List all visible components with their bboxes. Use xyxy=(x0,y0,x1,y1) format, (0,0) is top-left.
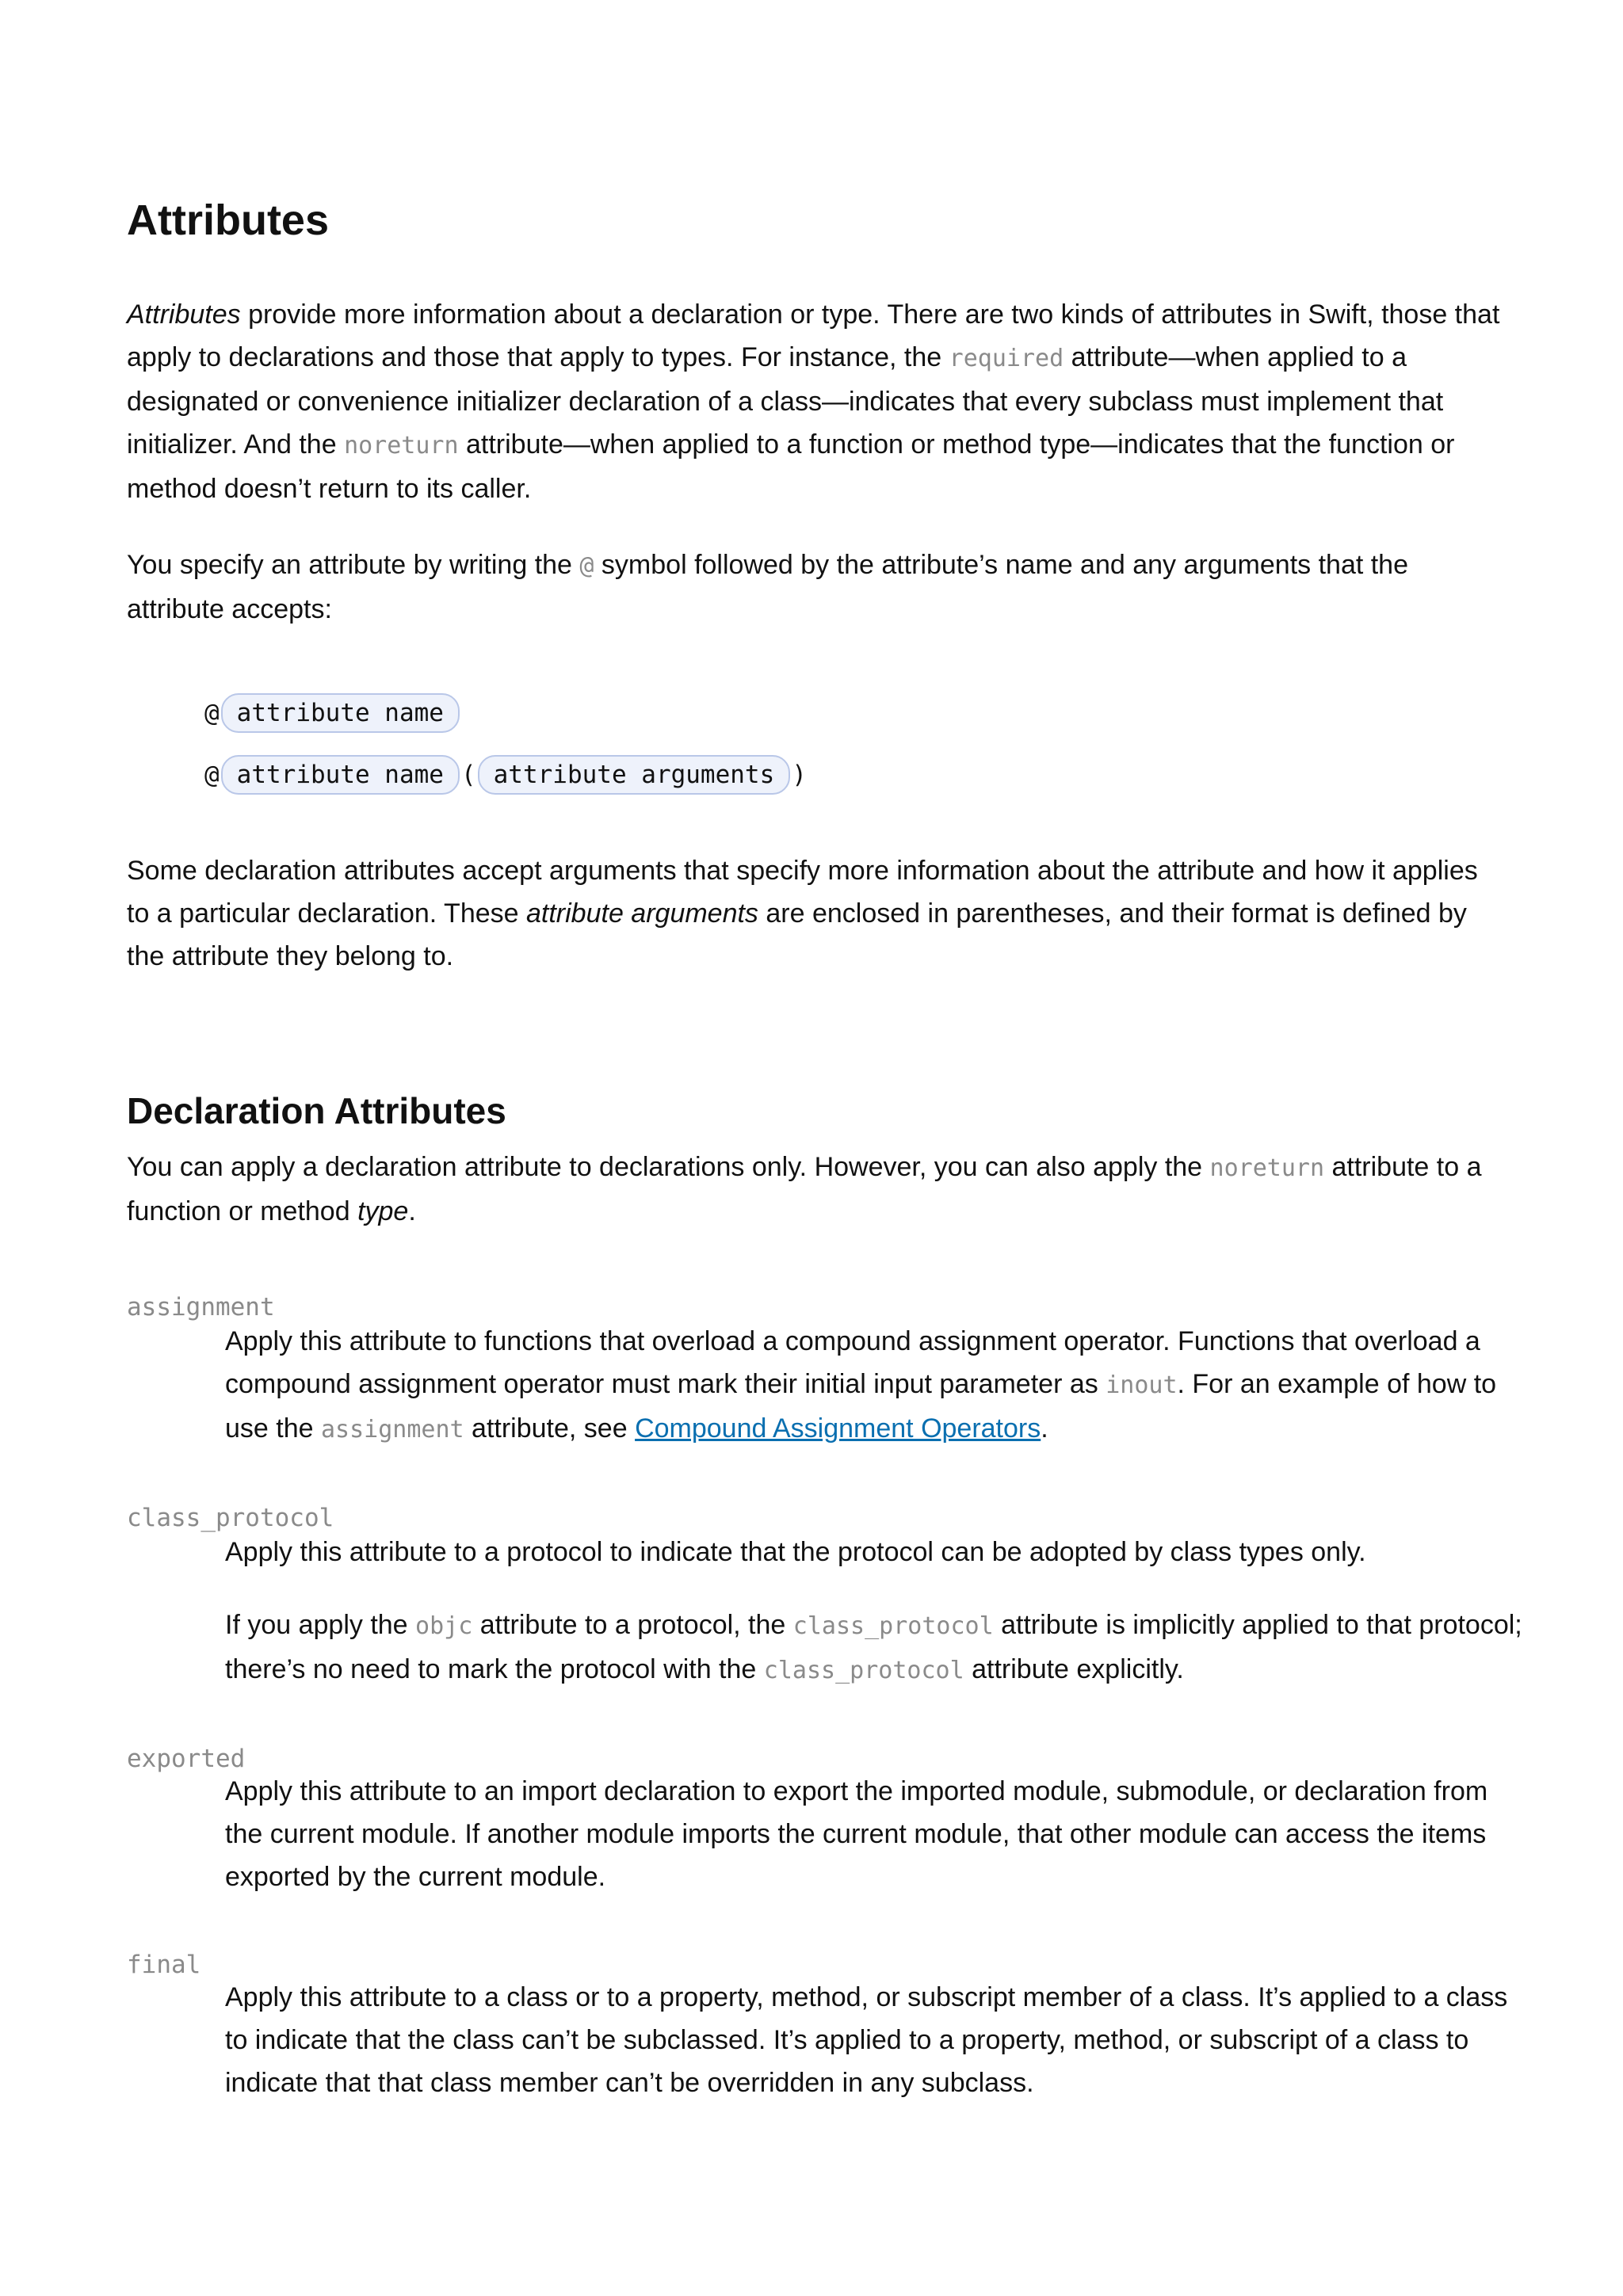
attribute-name-token: attribute name xyxy=(221,693,460,733)
definition-exported: Apply this attribute to an import declaration to export the imported module, submodule, or declaration from the current module. If another module imports the current module, that other module can access the items exported by the current module. xyxy=(225,1776,1488,1892)
term-class-protocol: class_protocol xyxy=(127,1504,334,1532)
definition-assignment: Apply this attribute to functions that overload a compound assignment operator. Functions that overload a compound assignment operator must mark their initial input parameter as inout. For an example of how to use the assignment attribute, see Compound Assignment Operators. xyxy=(225,1326,1497,1444)
at-symbol: @ xyxy=(204,761,220,789)
attributes-term: Attributes xyxy=(127,299,241,330)
intro-paragraph-2: You specify an attribute by writing the @ symbol followed by the attribute’s name and any arguments that the attribute accepts: xyxy=(127,550,1409,624)
at-symbol: @ xyxy=(204,699,220,727)
arguments-paragraph: Some declaration attributes accept arguments that specify more information about the attribute and how it applies to a particular declaration. These attribute arguments are enclosed in parentheses, and their format is defined by the attribute they belong to. xyxy=(127,856,1478,971)
inline-code-inout: inout xyxy=(1106,1371,1178,1399)
attribute-name-token: attribute name xyxy=(221,755,460,795)
declaration-intro: You can apply a declaration attribute to declarations only. However, you can also apply the noreturn attribute to a function or method type. xyxy=(127,1152,1482,1226)
grammar-line-2 xyxy=(204,754,807,795)
page-title: Attributes xyxy=(127,196,329,244)
inline-code-class-protocol: class_protocol xyxy=(763,1657,964,1684)
inline-code-assignment: assignment xyxy=(320,1416,464,1444)
inline-code-objc: objc xyxy=(415,1612,473,1640)
term-final: final xyxy=(127,1951,201,1979)
left-paren: ( xyxy=(460,761,476,789)
definition-class-protocol: Apply this attribute to a protocol to indicate that the protocol can be adopted by class types only. xyxy=(225,1537,1366,1567)
term-assignment: assignment xyxy=(127,1293,275,1322)
right-paren: ) xyxy=(792,761,807,789)
inline-code-required: required xyxy=(949,345,1064,372)
term-exported: exported xyxy=(127,1745,246,1773)
inline-code-noreturn: noreturn xyxy=(344,432,459,460)
inline-code-noreturn: noreturn xyxy=(1209,1154,1325,1182)
inline-code-class-protocol: class_protocol xyxy=(792,1612,994,1640)
definition-class-protocol-note: If you apply the objc attribute to a protocol, the class_protocol attribute is implicitly applied to that protocol; there’s no need to mark the protocol with the class_protocol attribute explicitly. xyxy=(225,1610,1522,1684)
intro-paragraph-1: Attributes provide more information about a declaration or type. There are two kinds of attributes in Swift, those that apply to declarations and those that apply to types. For instance, the required attribute—when applied to a designated or convenience initializer declaration of a class—indicates that every subclass must implement that initializer. And the noreturn attribute—when applied to a function or method type—indicates that the function or method doesn’t return to its caller. xyxy=(127,299,1500,504)
inline-code-at: @ xyxy=(579,552,594,580)
compound-assignment-operators-link[interactable]: Compound Assignment Operators xyxy=(635,1413,1041,1444)
attribute-arguments-term: attribute arguments xyxy=(526,898,758,929)
attribute-arguments-token: attribute arguments xyxy=(478,755,791,795)
definition-final: Apply this attribute to a class or to a property, method, or subscript member of a class. It’s applied to a class to indicate that the class can’t be subclassed. It’s applied to a property, method, or subscript of a class to indicate that that class member can’t be overridden in any subclass. xyxy=(225,1982,1508,2098)
section-heading-declaration-attributes: Declaration Attributes xyxy=(127,1090,506,1131)
grammar-line-1 xyxy=(204,692,461,734)
